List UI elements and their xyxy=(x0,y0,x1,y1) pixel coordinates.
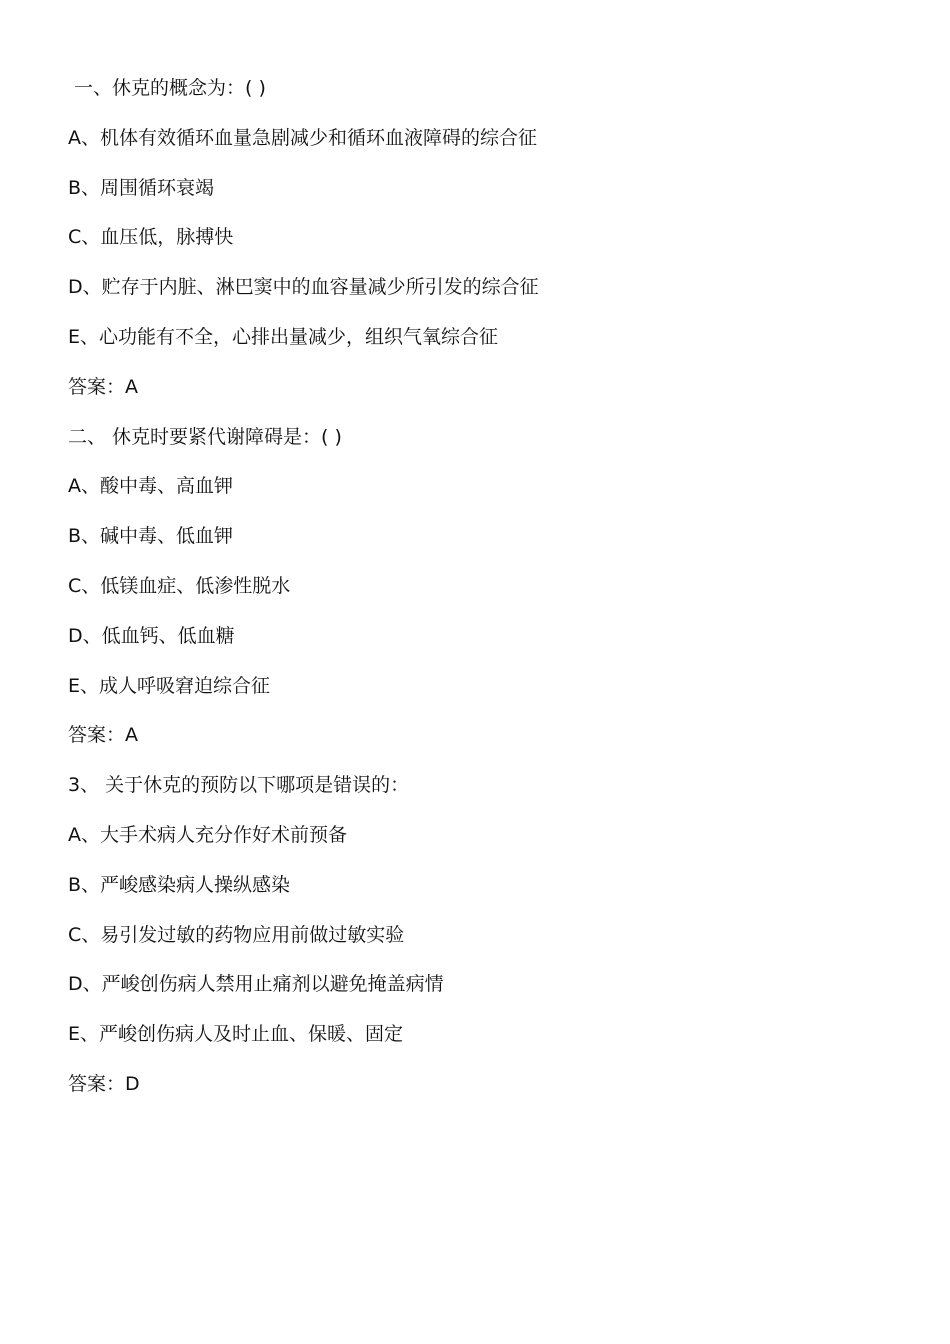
question-list xyxy=(68,74,888,1120)
question-block xyxy=(68,423,888,772)
question-block xyxy=(68,74,888,423)
option-d: D、低血钙、低血糖 xyxy=(68,624,235,647)
option-d: D、贮存于内脏、淋巴窦中的血容量减少所引发的综合征 xyxy=(68,276,539,299)
option-e: E、严峻创伤病人及时止血、保暖、固定 xyxy=(68,1023,404,1046)
option-c: C、低镁血症、低渗性脱水 xyxy=(68,574,291,597)
option-a: A、酸中毒、高血钾 xyxy=(68,475,233,498)
option-c: C、易引发过敏的药物应用前做过敏实验 xyxy=(68,923,405,946)
option-d: D、严峻创伤病人禁用止痛剂以避免掩盖病情 xyxy=(68,973,444,996)
answer-line: 答案：D xyxy=(68,1072,140,1095)
answer-line: 答案：A xyxy=(68,724,138,747)
question-title: 一、休克的概念为：( ) xyxy=(74,77,266,99)
option-a: A、机体有效循环血量急剧减少和循环血液障碍的综合征 xyxy=(68,126,537,149)
question-title: 3、 关于休克的预防以下哪项是错误的： xyxy=(68,774,410,797)
option-e: E、心功能有不全，心排出量减少，组织气氧综合征 xyxy=(68,325,499,348)
option-b: B、碱中毒、低血钾 xyxy=(68,525,234,548)
answer-line: 答案：A xyxy=(68,375,138,398)
option-b: B、周围循环衰竭 xyxy=(68,176,215,199)
option-b: B、严峻感染病人操纵感染 xyxy=(68,873,291,896)
question-block xyxy=(68,771,888,1120)
option-a: A、大手术病人充分作好术前预备 xyxy=(68,823,347,846)
option-c: C、血压低，脉搏快 xyxy=(68,226,234,249)
option-e: E、成人呼吸窘迫综合征 xyxy=(68,674,271,697)
question-title: 二、 休克时要紧代谢障碍是：( ) xyxy=(68,425,342,448)
